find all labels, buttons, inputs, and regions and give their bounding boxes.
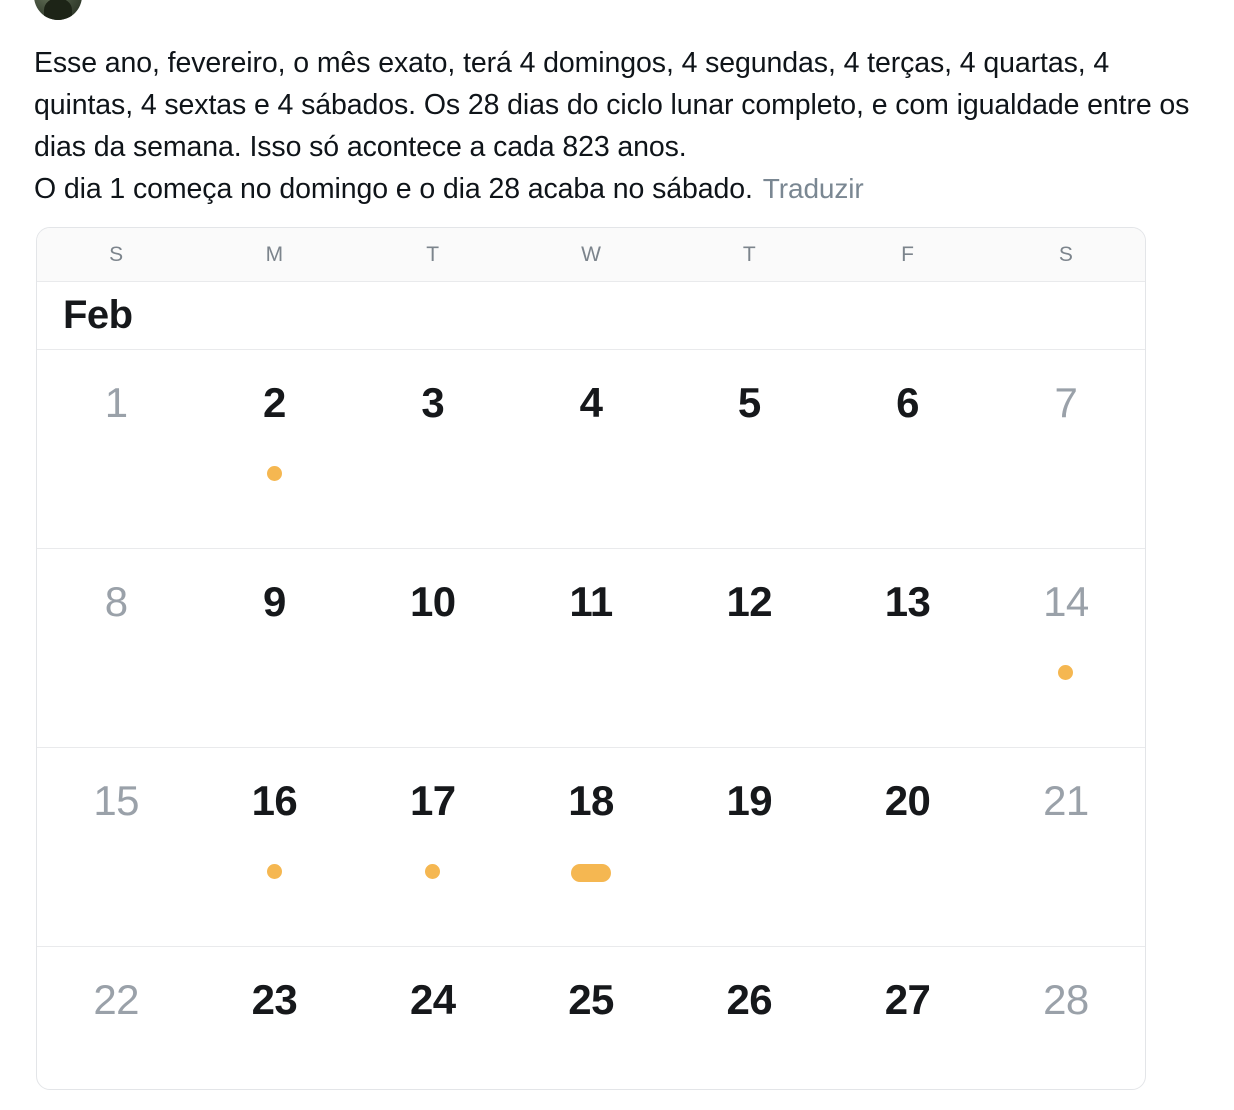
day-number: 26 [726,976,773,1023]
day-cell[interactable] [670,549,828,747]
day-number: 6 [896,379,919,426]
day-number: 5 [737,379,761,426]
calendar-day-headers [37,228,1145,282]
event-dot [267,864,282,879]
day-header-sun: S [109,242,124,266]
day-header-wed: W [581,242,601,266]
day-cell[interactable] [828,947,986,1089]
day-cell[interactable] [670,947,828,1089]
day-number: 27 [884,976,931,1023]
day-cell[interactable] [987,748,1145,946]
day-number: 7 [1054,379,1078,426]
calendar-week-row [37,350,1145,549]
day-cell[interactable] [670,748,828,946]
calendar-week-row [37,748,1145,947]
day-cell[interactable] [37,748,195,946]
post-paragraph-1: Esse ano, fevereiro, o mês exato, terá 4 domingos, 4 segundas, 4 terças, 4 quartas, 4 quintas, 4 sextas e 4 sábados. Os 28 dias do ciclo lunar completo, e com igualdade entre os dias da semana. Isso só acontece a cada 823 anos. [34,47,1190,163]
day-number: 17 [409,777,456,824]
day-cell[interactable] [987,350,1145,548]
day-number: 13 [884,578,931,625]
day-cell[interactable] [828,350,986,548]
day-number: 20 [884,777,931,824]
day-cell[interactable] [354,549,512,747]
day-cell[interactable] [354,947,512,1089]
day-number: 21 [1043,777,1089,824]
day-cell[interactable] [828,549,986,747]
calendar-widget[interactable] [36,227,1146,1090]
calendar-month-row [37,282,1145,350]
day-number: 10 [409,578,456,625]
month-label: Feb [63,293,133,337]
day-cell[interactable] [512,549,670,747]
day-header-tue: T [426,242,440,266]
day-header-fri: F [901,242,914,266]
day-number: 24 [409,976,456,1023]
day-number: 23 [251,976,298,1023]
day-number: 11 [569,578,613,625]
day-number: 12 [726,578,773,625]
day-cell[interactable] [195,350,353,548]
day-number: 9 [263,578,286,625]
day-number: 25 [568,976,614,1023]
day-number: 16 [251,777,298,824]
day-cell[interactable] [37,947,195,1089]
event-dot [571,864,611,882]
calendar-week-row [37,947,1145,1089]
day-header-thu: T [742,242,756,266]
day-cell[interactable] [354,350,512,548]
avatar[interactable] [34,0,82,20]
day-cell[interactable] [512,350,670,548]
day-cell[interactable] [37,350,195,548]
post-paragraph-2: O dia 1 começa no domingo e o dia 28 acaba no sábado. [34,173,753,205]
event-dot [1058,665,1073,680]
day-number: 4 [579,379,603,426]
day-header-sat: S [1058,242,1073,266]
avatar-image [34,0,82,20]
day-number: 18 [568,777,614,824]
day-number: 1 [104,379,128,426]
calendar-week-row [37,549,1145,748]
post-paragraph-2-line [34,168,1209,210]
day-number: 28 [1043,976,1089,1023]
day-cell[interactable] [670,350,828,548]
day-cell[interactable] [354,748,512,946]
day-cell[interactable] [512,748,670,946]
day-cell[interactable] [195,947,353,1089]
day-number: 14 [1043,578,1089,625]
day-cell[interactable] [987,947,1145,1089]
event-dot [425,864,440,879]
day-header-mon: M [265,242,284,266]
day-number: 2 [263,379,286,426]
day-number: 3 [421,379,445,426]
day-number: 19 [726,777,773,824]
day-cell[interactable] [512,947,670,1089]
day-number: 8 [104,578,128,625]
day-cell[interactable] [195,549,353,747]
translate-link[interactable]: Traduzir [762,173,864,204]
day-cell[interactable] [987,549,1145,747]
post-body [34,42,1209,210]
day-number: 15 [93,777,139,824]
event-dot [267,466,282,481]
day-number: 22 [93,976,139,1023]
day-cell[interactable] [828,748,986,946]
day-cell[interactable] [195,748,353,946]
day-cell[interactable] [37,549,195,747]
